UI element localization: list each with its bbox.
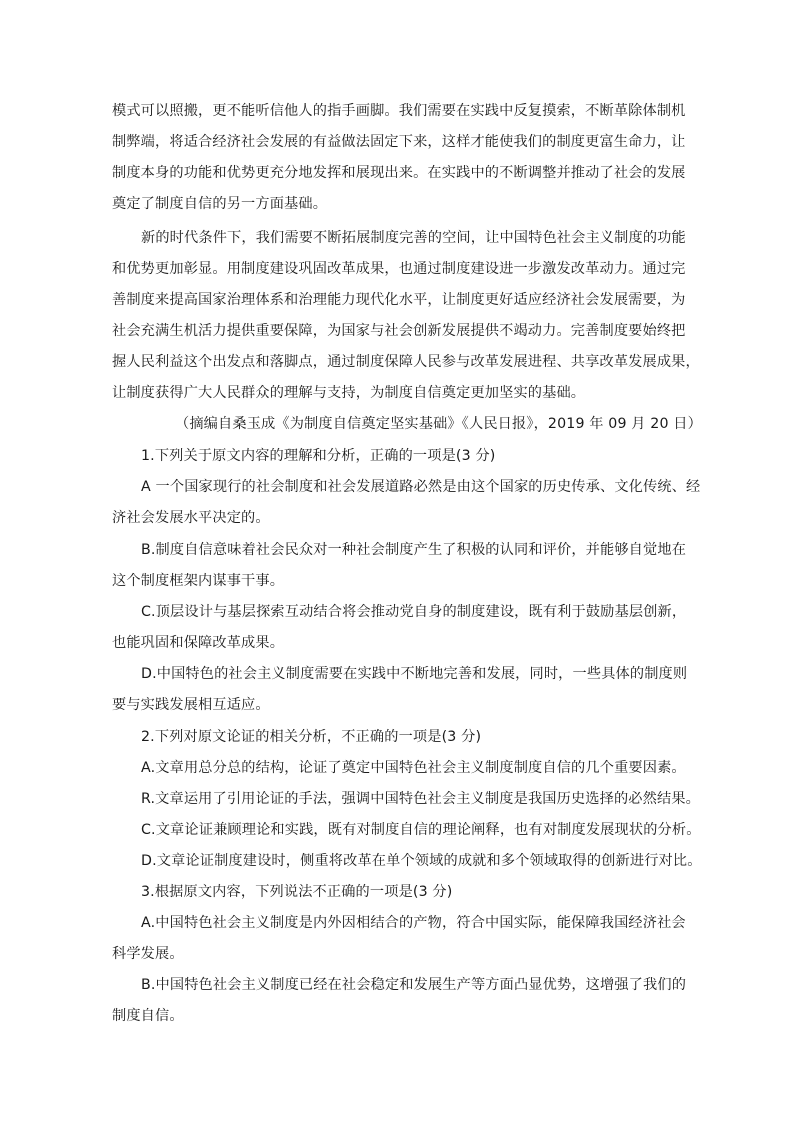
option-2a: A.文章用总分总的结构，论证了奠定中国特色社会主义制度制度自信的几个重要因素。: [141, 760, 686, 776]
option-1c-line1: C.顶层设计与基层探索互动结合将会推动党自身的制度建设，既有利于鼓励基层创新，: [141, 604, 687, 620]
question-2: 2.下列对原文论证的相关分析，不正确的一项是(3 分): [141, 729, 482, 745]
body-text-line: 让制度获得广大人民群众的理解与支持，为制度自信奠定更加坚实的基础。: [112, 385, 586, 401]
source-citation: （摘编自桑玉成《为制度自信奠定坚实基础》《人民日报》，2019 年 09 月 20 日）: [175, 416, 702, 432]
option-1a-line2: 济社会发展水平决定的。: [112, 510, 270, 526]
body-text-line: 握人民利益这个出发点和落脚点，通过制度保障人民参与改革发展进程、共享改革发展成果，: [112, 354, 700, 370]
option-3a-line2: 科学发展。: [112, 946, 184, 962]
option-3b-line2: 制度自信。: [112, 1008, 184, 1024]
option-1a-line1: A 一个国家现行的社会制度和社会发展道路必然是由这个国家的历史传承、文化传统、经: [141, 479, 701, 495]
option-1c-line2: 也能巩固和保障改革成果。: [112, 635, 285, 651]
option-1d-line1: D.中国特色的社会主义制度需要在实践中不断地完善和发展，同时，一些具体的制度则: [141, 666, 688, 682]
option-1b-line2: 这个制度框架内谋事干事。: [112, 573, 285, 589]
option-1b-line1: B.制度自信意味着社会民众对一种社会制度产生了积极的认同和评价，并能够自觉地在: [141, 542, 687, 558]
body-text-line: 和优势更加彰显。用制度建设巩固改革成果，也通过制度建设进一步激发改革动力。通过完: [112, 261, 686, 277]
body-text-line: 社会充满生机活力提供重要保障，为国家与社会创新发展提供不竭动力。完善制度要始终把: [112, 323, 686, 339]
option-3a-line1: A.中国特色社会主义制度是内外因相结合的产物，符合中国实际，能保障我国经济社会: [141, 915, 686, 931]
option-3b-line1: B.中国特色社会主义制度已经在社会稳定和发展生产等方面凸显优势，这增强了我们的: [141, 977, 687, 993]
paragraph-first-line: 新的时代条件下，我们需要不断拓展制度完善的空间，让中国特色社会主义制度的功能: [141, 230, 686, 246]
body-text-line: 善制度来提高国家治理体系和治理能力现代化水平，让制度更好适应经济社会发展需要，为: [112, 292, 686, 308]
option-2b: R.文章运用了引用论证的手法，强调中国特色社会主义制度是我国历史选择的必然结果。: [141, 791, 700, 807]
question-3: 3.根据原文内容，下列说法不正确的一项是(3 分): [141, 884, 453, 900]
question-1: 1.下列关于原文内容的理解和分析，正确的一项是(3 分): [141, 448, 496, 464]
body-text-line: 制弊端，将适合经济社会发展的有益做法固定下来，这样才能使我们的制度更富生命力，让: [112, 134, 686, 150]
option-1d-line2: 要与实践发展相互适应。: [112, 697, 270, 713]
body-text-line: 制度本身的功能和优势更充分地发挥和展现出来。在实践中的不断调整并推动了社会的发展: [112, 165, 686, 181]
option-2d: D.文章论证制度建设时，侧重将改革在单个领域的成就和多个领域取得的创新进行对比。: [141, 853, 702, 869]
option-2c: C.文章论证兼顾理论和实践，既有对制度自信的理论阐释，也有对制度发展现状的分析。: [141, 822, 701, 838]
body-text-line: 奠定了制度自信的另一方面基础。: [112, 196, 328, 212]
body-text-line: 模式可以照搬，更不能听信他人的指手画脚。我们需要在实践中反复摸索，不断革除体制机: [112, 103, 686, 119]
